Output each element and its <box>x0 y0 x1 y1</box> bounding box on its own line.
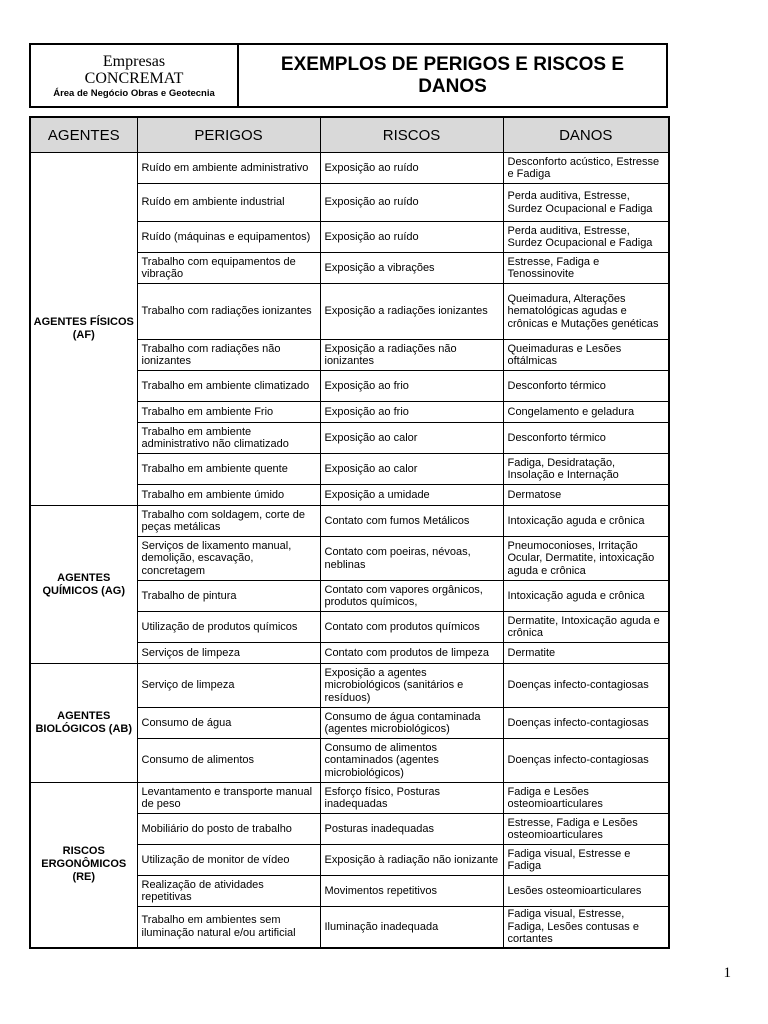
risco-cell: Contato com produtos de limpeza <box>320 643 503 664</box>
dano-cell: Pneumoconioses, Irritação Ocular, Dermatite, intoxicação aguda e crônica <box>503 537 669 581</box>
perigo-cell: Trabalho em ambiente quente <box>137 454 320 485</box>
table-row <box>30 664 669 708</box>
hazards-table <box>29 116 670 949</box>
column-header-agentes: AGENTES <box>30 117 137 153</box>
company-name: CONCREMAT <box>84 69 184 87</box>
dano-cell: Fadiga e Lesões osteomioarticulares <box>503 783 669 814</box>
risco-cell: Esforço físico, Posturas inadequadas <box>320 783 503 814</box>
dano-cell: Perda auditiva, Estresse, Surdez Ocupacional e Fadiga <box>503 184 669 222</box>
dano-cell: Congelamento e geladura <box>503 402 669 423</box>
perigo-cell: Serviços de limpeza <box>137 643 320 664</box>
perigo-cell: Ruído (máquinas e equipamentos) <box>137 222 320 253</box>
perigo-cell: Consumo de alimentos <box>137 739 320 783</box>
risco-cell: Exposição ao frio <box>320 371 503 402</box>
document-header <box>29 43 668 108</box>
agent-cell: AGENTES FÍSICOS (AF) <box>30 153 137 506</box>
dano-cell: Doenças infecto-contagiosas <box>503 708 669 739</box>
risco-cell: Exposição ao ruído <box>320 153 503 184</box>
risco-cell: Iluminação inadequada <box>320 907 503 948</box>
table-row <box>30 153 669 184</box>
perigo-cell: Trabalho com radiações ionizantes <box>137 284 320 340</box>
agent-cell: RISCOS ERGONÔMICOS (RE) <box>30 783 137 948</box>
risco-cell: Exposição a umidade <box>320 485 503 506</box>
perigo-cell: Trabalho em ambiente úmido <box>137 485 320 506</box>
dano-cell: Queimaduras e Lesões oftálmicas <box>503 340 669 371</box>
table-header-row <box>30 117 669 153</box>
dano-cell: Fadiga, Desidratação, Insolação e Internação <box>503 454 669 485</box>
risco-cell: Consumo de água contaminada (agentes microbiológicos) <box>320 708 503 739</box>
perigo-cell: Levantamento e transporte manual de peso <box>137 783 320 814</box>
risco-cell: Contato com produtos químicos <box>320 612 503 643</box>
business-area: Área de Negócio Obras e Geotecnia <box>53 87 215 99</box>
column-header-riscos: RISCOS <box>320 117 503 153</box>
perigo-cell: Trabalho com radiações não ionizantes <box>137 340 320 371</box>
perigo-cell: Trabalho de pintura <box>137 581 320 612</box>
dano-cell: Intoxicação aguda e crônica <box>503 581 669 612</box>
perigo-cell: Trabalho com equipamentos de vibração <box>137 253 320 284</box>
dano-cell: Intoxicação aguda e crônica <box>503 506 669 537</box>
perigo-cell: Trabalho em ambiente climatizado <box>137 371 320 402</box>
table-row <box>30 506 669 537</box>
perigo-cell: Serviço de limpeza <box>137 664 320 708</box>
risco-cell: Contato com poeiras, névoas, neblinas <box>320 537 503 581</box>
company-line1: Empresas <box>102 52 166 70</box>
dano-cell: Desconforto acústico, Estresse e Fadiga <box>503 153 669 184</box>
perigo-cell: Trabalho em ambiente administrativo não climatizado <box>137 423 320 454</box>
perigo-cell: Ruído em ambiente industrial <box>137 184 320 222</box>
perigo-cell: Ruído em ambiente administrativo <box>137 153 320 184</box>
document-title: EXEMPLOS DE PERIGOS E RISCOS E DANOS <box>280 53 625 97</box>
dano-cell: Doenças infecto-contagiosas <box>503 739 669 783</box>
column-header-perigos: PERIGOS <box>137 117 320 153</box>
perigo-cell: Consumo de água <box>137 708 320 739</box>
agent-cell: AGENTES BIOLÓGICOS (AB) <box>30 664 137 783</box>
risco-cell: Consumo de alimentos contaminados (agentes microbiológicos) <box>320 739 503 783</box>
risco-cell: Exposição a vibrações <box>320 253 503 284</box>
risco-cell: Exposição a radiações ionizantes <box>320 284 503 340</box>
table-body <box>30 153 669 948</box>
dano-cell: Estresse, Fadiga e Tenossinovite <box>503 253 669 284</box>
risco-cell: Movimentos repetitivos <box>320 876 503 907</box>
dano-cell: Dermatite <box>503 643 669 664</box>
risco-cell: Exposição à radiação não ionizante <box>320 845 503 876</box>
risco-cell: Exposição a agentes microbiológicos (sanitários e resíduos) <box>320 664 503 708</box>
dano-cell: Perda auditiva, Estresse, Surdez Ocupacional e Fadiga <box>503 222 669 253</box>
dano-cell: Queimadura, Alterações hematológicas agudas e crônicas e Mutações genéticas <box>503 284 669 340</box>
dano-cell: Desconforto térmico <box>503 423 669 454</box>
risco-cell: Exposição ao calor <box>320 423 503 454</box>
dano-cell: Dermatose <box>503 485 669 506</box>
company-block <box>31 45 239 106</box>
risco-cell: Contato com vapores orgânicos, produtos químicos, <box>320 581 503 612</box>
dano-cell: Lesões osteomioarticulares <box>503 876 669 907</box>
page-number: 1 <box>723 965 731 981</box>
table-row <box>30 783 669 814</box>
risco-cell: Exposição a radiações não ionizantes <box>320 340 503 371</box>
agent-cell: AGENTES QUÍMICOS (AG) <box>30 506 137 664</box>
dano-cell: Fadiga visual, Estresse e Fadiga <box>503 845 669 876</box>
perigo-cell: Trabalho em ambientes sem iluminação natural e/ou artificial <box>137 907 320 948</box>
dano-cell: Estresse, Fadiga e Lesões osteomioarticulares <box>503 814 669 845</box>
dano-cell: Desconforto térmico <box>503 371 669 402</box>
dano-cell: Fadiga visual, Estresse, Fadiga, Lesões contusas e cortantes <box>503 907 669 948</box>
risco-cell: Contato com fumos Metálicos <box>320 506 503 537</box>
perigo-cell: Trabalho com soldagem, corte de peças metálicas <box>137 506 320 537</box>
risco-cell: Exposição ao ruído <box>320 184 503 222</box>
dano-cell: Dermatite, Intoxicação aguda e crônica <box>503 612 669 643</box>
perigo-cell: Trabalho em ambiente Frio <box>137 402 320 423</box>
risco-cell: Exposição ao ruído <box>320 222 503 253</box>
dano-cell: Doenças infecto-contagiosas <box>503 664 669 708</box>
perigo-cell: Serviços de lixamento manual, demolição, escavação, concretagem <box>137 537 320 581</box>
risco-cell: Exposição ao frio <box>320 402 503 423</box>
perigo-cell: Utilização de produtos químicos <box>137 612 320 643</box>
perigo-cell: Mobiliário do posto de trabalho <box>137 814 320 845</box>
risco-cell: Exposição ao calor <box>320 454 503 485</box>
column-header-danos: DANOS <box>503 117 669 153</box>
perigo-cell: Utilização de monitor de vídeo <box>137 845 320 876</box>
perigo-cell: Realização de atividades repetitivas <box>137 876 320 907</box>
risco-cell: Posturas inadequadas <box>320 814 503 845</box>
